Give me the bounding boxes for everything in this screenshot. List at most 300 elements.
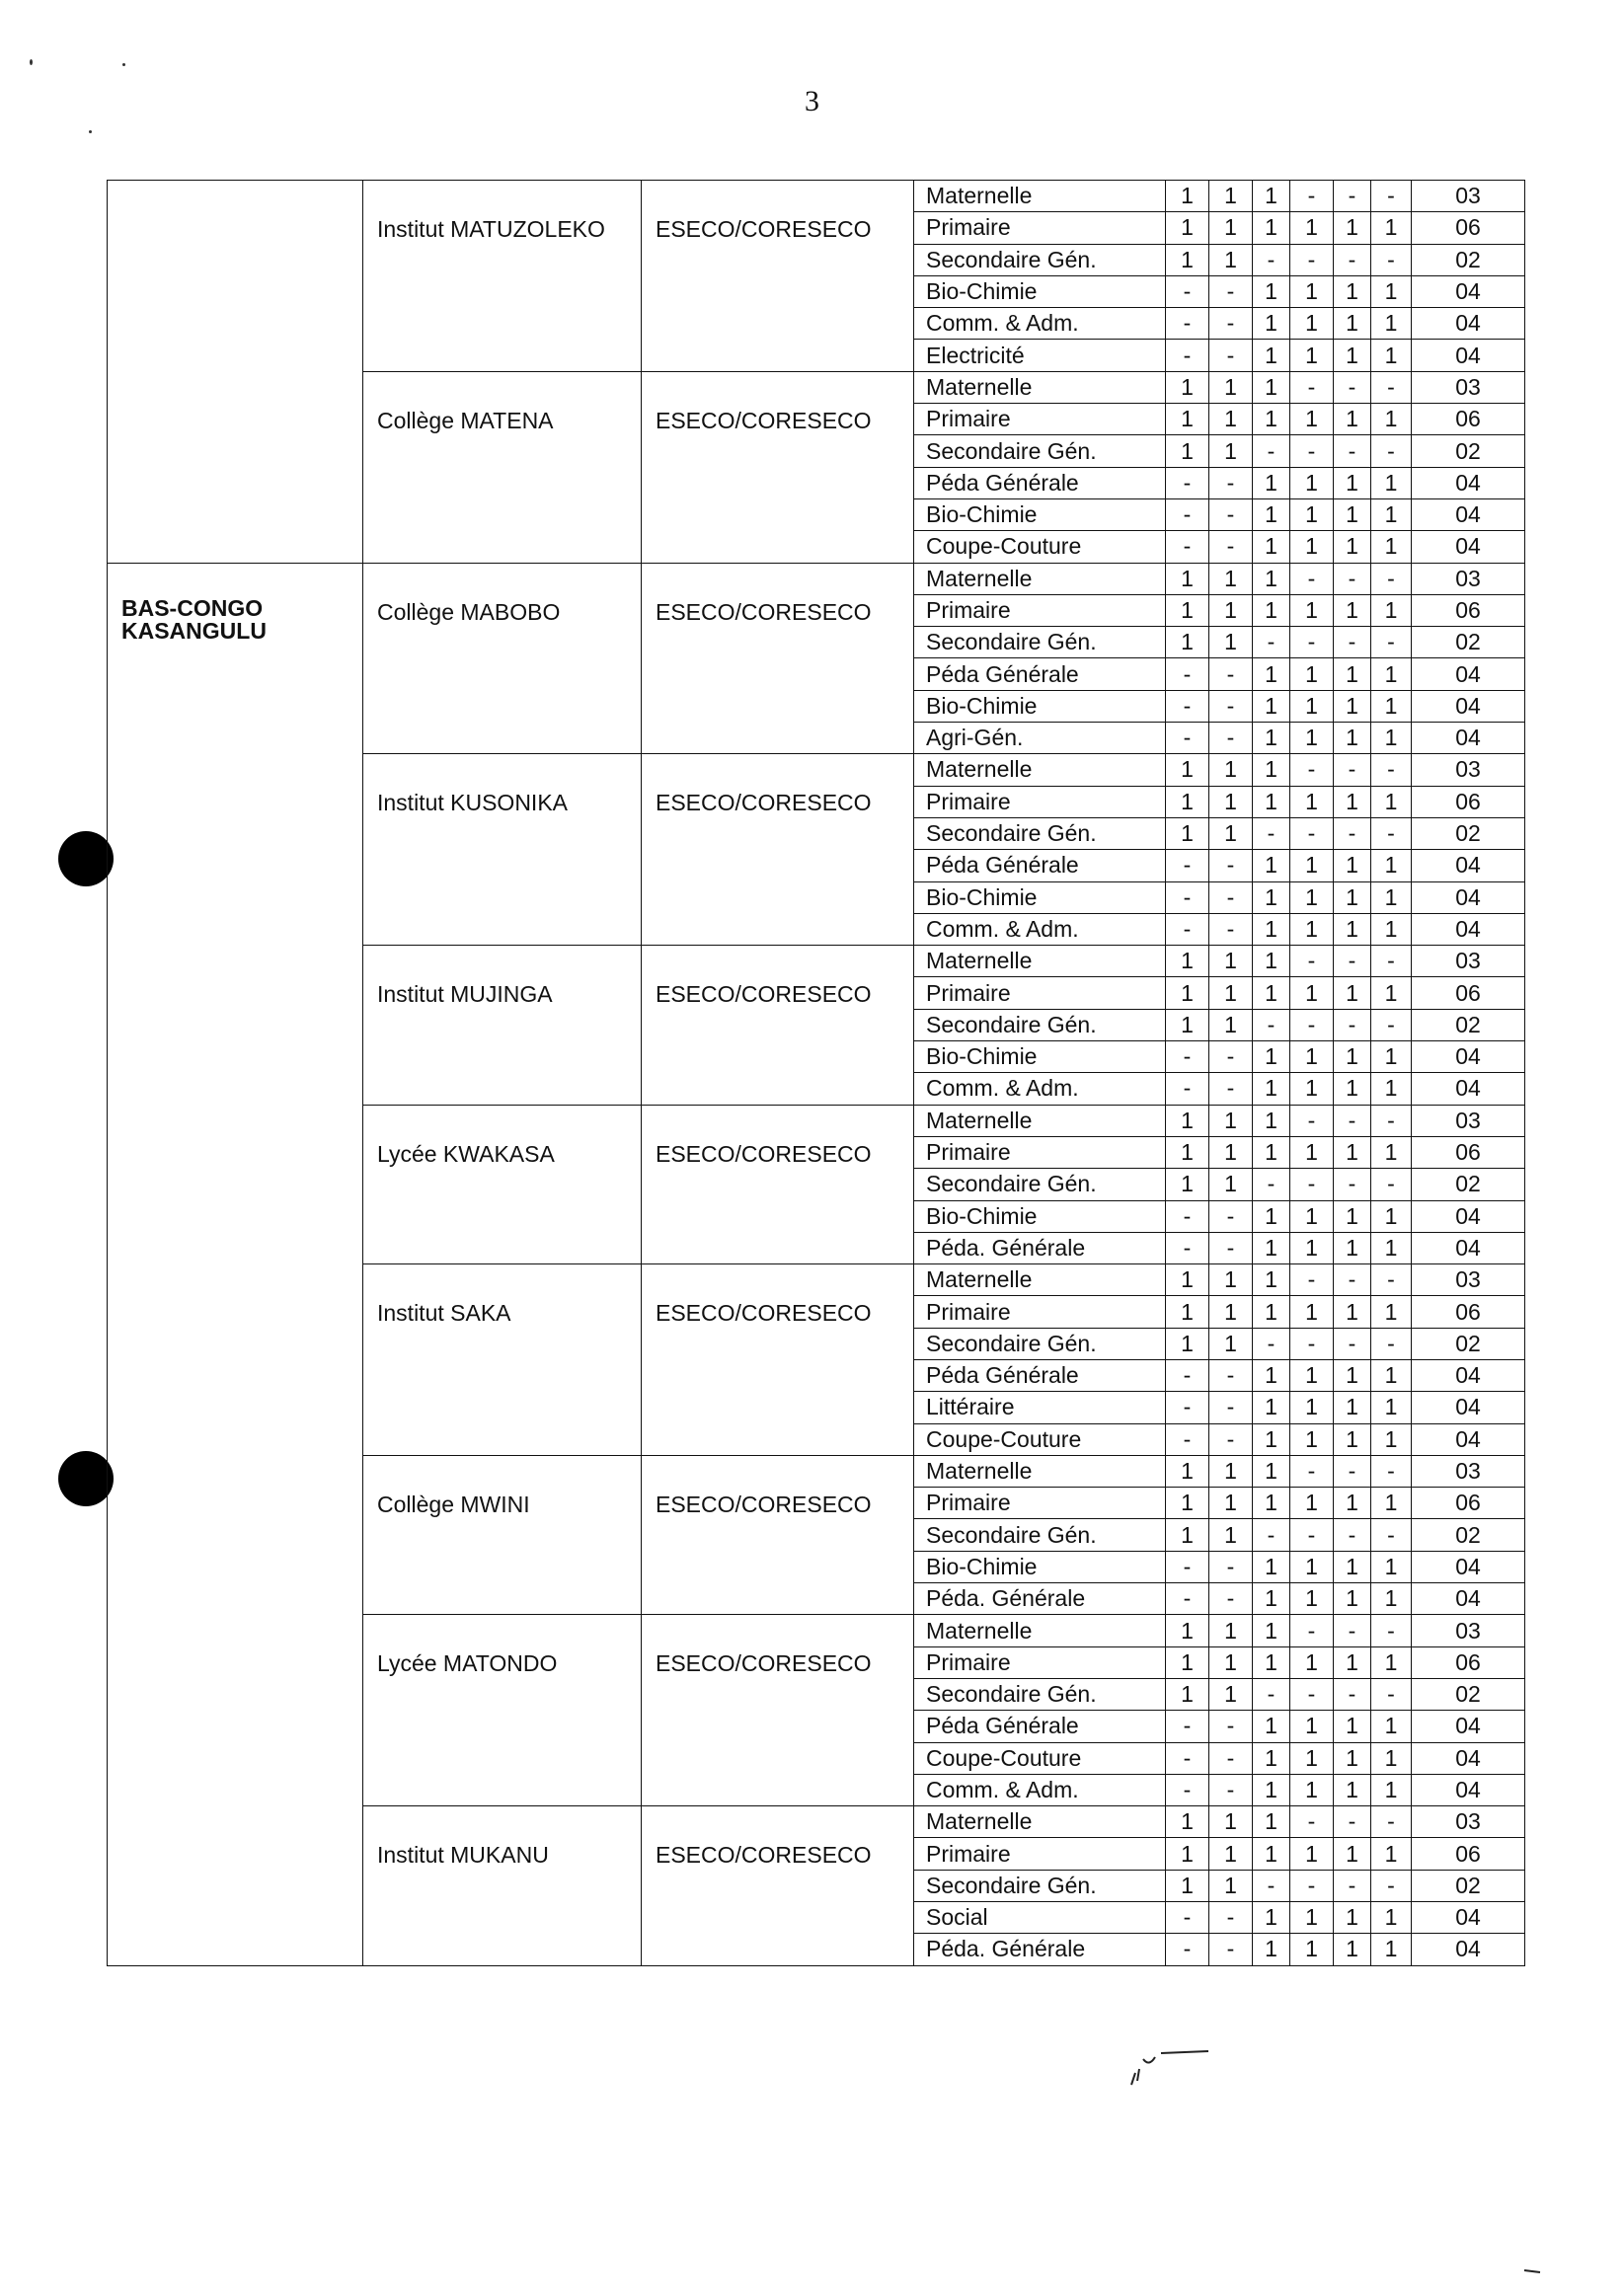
class-cell: 1 <box>1371 498 1412 530</box>
class-cell: - <box>1253 627 1290 658</box>
class-cell: 1 <box>1253 1551 1290 1582</box>
class-cell: - <box>1209 531 1253 563</box>
option-name: Maternelle <box>914 1615 1166 1646</box>
class-cell: 1 <box>1334 212 1371 244</box>
class-cell: 1 <box>1334 594 1371 626</box>
total-cell: 04 <box>1412 1423 1525 1455</box>
total-cell: 02 <box>1412 1678 1525 1710</box>
option-name: Péda Générale <box>914 1359 1166 1391</box>
class-cell: - <box>1209 1774 1253 1805</box>
total-cell: 06 <box>1412 212 1525 244</box>
class-cell: - <box>1334 1264 1371 1296</box>
option-name: Secondaire Gén. <box>914 244 1166 275</box>
class-cell: 1 <box>1253 946 1290 977</box>
option-name: Coupe-Couture <box>914 531 1166 563</box>
class-cell: - <box>1209 1934 1253 1965</box>
class-cell: - <box>1166 690 1209 722</box>
class-cell: 1 <box>1334 1041 1371 1073</box>
class-cell: 1 <box>1290 1073 1334 1105</box>
class-cell: 1 <box>1253 181 1290 212</box>
class-cell: 1 <box>1253 690 1290 722</box>
class-cell: 1 <box>1166 1264 1209 1296</box>
class-cell: 1 <box>1166 754 1209 786</box>
class-cell: - <box>1166 723 1209 754</box>
class-cell: 1 <box>1290 1774 1334 1805</box>
network-name: ESECO/CORESECO <box>642 1455 914 1614</box>
option-name: Primaire <box>914 1646 1166 1678</box>
class-cell: 1 <box>1371 1838 1412 1870</box>
class-cell: 1 <box>1209 1328 1253 1359</box>
class-cell: 1 <box>1166 1169 1209 1200</box>
class-cell: - <box>1371 181 1412 212</box>
table-row <box>108 563 1525 594</box>
class-cell: 1 <box>1209 1136 1253 1168</box>
option-name: Littéraire <box>914 1392 1166 1423</box>
class-cell: 1 <box>1166 1615 1209 1646</box>
option-name: Primaire <box>914 1838 1166 1870</box>
class-cell: 1 <box>1290 913 1334 945</box>
option-name: Secondaire Gén. <box>914 1009 1166 1040</box>
class-cell: 1 <box>1253 1041 1290 1073</box>
class-cell: 1 <box>1253 1232 1290 1263</box>
total-cell: 04 <box>1412 723 1525 754</box>
class-cell: 1 <box>1334 1232 1371 1263</box>
class-cell: 1 <box>1209 1264 1253 1296</box>
class-cell: 1 <box>1290 1136 1334 1168</box>
class-cell: 1 <box>1371 881 1412 913</box>
table-row <box>108 181 1525 212</box>
option-name: Maternelle <box>914 1455 1166 1487</box>
class-cell: - <box>1209 1902 1253 1934</box>
class-cell: 1 <box>1371 1392 1412 1423</box>
class-cell: - <box>1371 1169 1412 1200</box>
class-cell: 1 <box>1209 1169 1253 1200</box>
class-cell: 1 <box>1253 658 1290 690</box>
network-name: ESECO/CORESECO <box>642 1806 914 1965</box>
class-cell: - <box>1371 754 1412 786</box>
total-cell: 03 <box>1412 1105 1525 1136</box>
class-cell: 1 <box>1371 1073 1412 1105</box>
class-cell: 1 <box>1253 1934 1290 1965</box>
option-name: Bio-Chimie <box>914 1551 1166 1582</box>
total-cell: 04 <box>1412 1359 1525 1391</box>
class-cell: - <box>1166 308 1209 340</box>
class-cell: 1 <box>1371 1646 1412 1678</box>
class-cell: 1 <box>1253 531 1290 563</box>
class-cell: 1 <box>1166 1806 1209 1838</box>
class-cell: 1 <box>1371 1488 1412 1519</box>
class-cell: 1 <box>1371 850 1412 881</box>
class-cell: - <box>1334 1328 1371 1359</box>
total-cell: 06 <box>1412 404 1525 435</box>
class-cell: 1 <box>1290 212 1334 244</box>
class-cell: 1 <box>1209 1838 1253 1870</box>
province-cell <box>108 181 363 564</box>
class-cell: 1 <box>1334 1934 1371 1965</box>
class-cell: - <box>1209 1200 1253 1232</box>
class-cell: 1 <box>1253 371 1290 403</box>
option-name: Péda. Générale <box>914 1934 1166 1965</box>
class-cell: 1 <box>1290 1646 1334 1678</box>
class-cell: 1 <box>1371 690 1412 722</box>
class-cell: - <box>1166 1359 1209 1391</box>
class-cell: 1 <box>1253 1073 1290 1105</box>
class-cell: 1 <box>1253 594 1290 626</box>
class-cell: 1 <box>1253 1136 1290 1168</box>
class-cell: - <box>1209 308 1253 340</box>
class-cell: 1 <box>1209 817 1253 849</box>
class-cell: - <box>1290 563 1334 594</box>
class-cell: - <box>1334 181 1371 212</box>
class-cell: 1 <box>1334 881 1371 913</box>
class-cell: 1 <box>1334 275 1371 307</box>
class-cell: 1 <box>1209 1455 1253 1487</box>
class-cell: 1 <box>1253 563 1290 594</box>
class-cell: - <box>1209 498 1253 530</box>
class-cell: - <box>1209 690 1253 722</box>
class-cell: 1 <box>1166 1678 1209 1710</box>
class-cell: 1 <box>1166 212 1209 244</box>
class-cell: - <box>1253 1169 1290 1200</box>
network-name: ESECO/CORESECO <box>642 1264 914 1456</box>
class-cell: 1 <box>1209 244 1253 275</box>
class-cell: 1 <box>1166 1870 1209 1901</box>
option-name: Bio-Chimie <box>914 690 1166 722</box>
class-cell: - <box>1253 1328 1290 1359</box>
class-cell: - <box>1334 1455 1371 1487</box>
class-cell: - <box>1290 1264 1334 1296</box>
total-cell: 04 <box>1412 1902 1525 1934</box>
class-cell: 1 <box>1166 786 1209 817</box>
option-name: Comm. & Adm. <box>914 308 1166 340</box>
class-cell: - <box>1334 817 1371 849</box>
class-cell: 1 <box>1253 212 1290 244</box>
class-cell: - <box>1209 340 1253 371</box>
class-cell: 1 <box>1371 977 1412 1009</box>
class-cell: - <box>1371 244 1412 275</box>
class-cell: - <box>1253 817 1290 849</box>
class-cell: 1 <box>1166 977 1209 1009</box>
province-cell <box>108 563 363 1965</box>
total-cell: 04 <box>1412 531 1525 563</box>
class-cell: - <box>1166 1711 1209 1742</box>
class-cell: 1 <box>1253 1455 1290 1487</box>
class-cell: 1 <box>1290 850 1334 881</box>
class-cell: - <box>1209 1423 1253 1455</box>
school-name: Collège MWINI <box>363 1455 642 1614</box>
class-cell: - <box>1290 1455 1334 1487</box>
class-cell: 1 <box>1334 1583 1371 1615</box>
class-cell: - <box>1166 531 1209 563</box>
network-name: ESECO/CORESECO <box>642 946 914 1105</box>
class-cell: 1 <box>1334 1646 1371 1678</box>
option-name: Coupe-Couture <box>914 1423 1166 1455</box>
class-cell: 1 <box>1371 1296 1412 1328</box>
option-name: Social <box>914 1902 1166 1934</box>
total-cell: 03 <box>1412 754 1525 786</box>
class-cell: - <box>1290 1009 1334 1040</box>
class-cell: - <box>1290 627 1334 658</box>
option-name: Bio-Chimie <box>914 881 1166 913</box>
total-cell: 04 <box>1412 1392 1525 1423</box>
class-cell: 1 <box>1166 817 1209 849</box>
class-cell: 1 <box>1290 723 1334 754</box>
class-cell: - <box>1334 1615 1371 1646</box>
total-cell: 06 <box>1412 1136 1525 1168</box>
total-cell: 06 <box>1412 786 1525 817</box>
total-cell: 06 <box>1412 1838 1525 1870</box>
option-name: Comm. & Adm. <box>914 913 1166 945</box>
class-cell: 1 <box>1290 1488 1334 1519</box>
class-cell: - <box>1253 1678 1290 1710</box>
option-name: Maternelle <box>914 754 1166 786</box>
class-cell: 1 <box>1334 850 1371 881</box>
school-name: Institut KUSONIKA <box>363 754 642 946</box>
class-cell: - <box>1334 627 1371 658</box>
class-cell: 1 <box>1371 1136 1412 1168</box>
class-cell: 1 <box>1371 404 1412 435</box>
class-cell: 1 <box>1371 1041 1412 1073</box>
total-cell: 02 <box>1412 1519 1525 1551</box>
class-cell: 1 <box>1209 1870 1253 1901</box>
total-cell: 04 <box>1412 658 1525 690</box>
total-cell: 04 <box>1412 1551 1525 1582</box>
class-cell: - <box>1371 1870 1412 1901</box>
class-cell: - <box>1253 1870 1290 1901</box>
option-name: Péda. Générale <box>914 1232 1166 1263</box>
class-cell: 1 <box>1334 913 1371 945</box>
total-cell: 03 <box>1412 181 1525 212</box>
option-name: Electricité <box>914 340 1166 371</box>
class-cell: 1 <box>1209 1615 1253 1646</box>
class-cell: 1 <box>1253 498 1290 530</box>
option-name: Secondaire Gén. <box>914 1870 1166 1901</box>
class-cell: - <box>1371 1105 1412 1136</box>
school-name: Collège MATENA <box>363 371 642 563</box>
class-cell: 1 <box>1166 1296 1209 1328</box>
total-cell: 04 <box>1412 850 1525 881</box>
class-cell: 1 <box>1253 850 1290 881</box>
class-cell: - <box>1290 1678 1334 1710</box>
class-cell: 1 <box>1166 1838 1209 1870</box>
class-cell: - <box>1290 1870 1334 1901</box>
total-cell: 04 <box>1412 275 1525 307</box>
class-cell: 1 <box>1290 881 1334 913</box>
school-name: Institut MUKANU <box>363 1806 642 1965</box>
class-cell: 1 <box>1290 690 1334 722</box>
class-cell: 1 <box>1166 1488 1209 1519</box>
option-name: Secondaire Gén. <box>914 1328 1166 1359</box>
option-name: Secondaire Gén. <box>914 1169 1166 1200</box>
class-cell: 1 <box>1209 1296 1253 1328</box>
class-cell: 1 <box>1371 275 1412 307</box>
class-cell: 1 <box>1253 786 1290 817</box>
class-cell: 1 <box>1253 1774 1290 1805</box>
class-cell: - <box>1334 1519 1371 1551</box>
class-cell: 1 <box>1290 1742 1334 1774</box>
class-cell: - <box>1209 850 1253 881</box>
class-cell: 1 <box>1371 467 1412 498</box>
option-name: Primaire <box>914 1136 1166 1168</box>
option-name: Primaire <box>914 977 1166 1009</box>
network-name: ESECO/CORESECO <box>642 371 914 563</box>
class-cell: 1 <box>1371 1551 1412 1582</box>
class-cell: 1 <box>1209 1488 1253 1519</box>
option-name: Maternelle <box>914 181 1166 212</box>
class-cell: 1 <box>1371 1902 1412 1934</box>
class-cell: 1 <box>1166 404 1209 435</box>
class-cell: - <box>1371 563 1412 594</box>
total-cell: 04 <box>1412 467 1525 498</box>
class-cell: 1 <box>1253 1902 1290 1934</box>
school-name: Institut MUJINGA <box>363 946 642 1105</box>
class-cell: 1 <box>1334 404 1371 435</box>
class-cell: - <box>1371 1678 1412 1710</box>
class-cell: 1 <box>1334 1488 1371 1519</box>
total-cell: 03 <box>1412 1615 1525 1646</box>
class-cell: 1 <box>1334 1551 1371 1582</box>
class-cell: 1 <box>1371 1934 1412 1965</box>
class-cell: - <box>1166 913 1209 945</box>
option-name: Péda. Générale <box>914 1583 1166 1615</box>
class-cell: 1 <box>1253 1488 1290 1519</box>
class-cell: 1 <box>1371 531 1412 563</box>
school-name: Lycée KWAKASA <box>363 1105 642 1263</box>
class-cell: - <box>1371 1328 1412 1359</box>
option-name: Maternelle <box>914 563 1166 594</box>
class-cell: - <box>1371 1009 1412 1040</box>
class-cell: 1 <box>1371 212 1412 244</box>
class-cell: 1 <box>1253 1359 1290 1391</box>
class-cell: 1 <box>1334 1838 1371 1870</box>
class-cell: - <box>1209 467 1253 498</box>
class-cell: 1 <box>1290 1232 1334 1263</box>
class-cell: 1 <box>1209 404 1253 435</box>
total-cell: 03 <box>1412 563 1525 594</box>
total-cell: 04 <box>1412 498 1525 530</box>
class-cell: 1 <box>1371 308 1412 340</box>
class-cell: 1 <box>1209 977 1253 1009</box>
class-cell: 1 <box>1209 1806 1253 1838</box>
total-cell: 06 <box>1412 1296 1525 1328</box>
class-cell: - <box>1334 244 1371 275</box>
class-cell: 1 <box>1209 786 1253 817</box>
class-cell: - <box>1371 1519 1412 1551</box>
class-cell: - <box>1290 435 1334 467</box>
class-cell: 1 <box>1290 1711 1334 1742</box>
class-cell: 1 <box>1166 627 1209 658</box>
class-cell: 1 <box>1371 786 1412 817</box>
class-cell: 1 <box>1209 1678 1253 1710</box>
total-cell: 02 <box>1412 817 1525 849</box>
class-cell: 1 <box>1209 212 1253 244</box>
class-cell: 1 <box>1166 563 1209 594</box>
class-cell: - <box>1209 275 1253 307</box>
class-cell: - <box>1253 435 1290 467</box>
class-cell: 1 <box>1290 498 1334 530</box>
class-cell: 1 <box>1166 1519 1209 1551</box>
class-cell: 1 <box>1209 946 1253 977</box>
option-name: Péda Générale <box>914 1711 1166 1742</box>
class-cell: - <box>1166 1774 1209 1805</box>
total-cell: 04 <box>1412 1711 1525 1742</box>
class-cell: - <box>1209 1711 1253 1742</box>
class-cell: 1 <box>1166 371 1209 403</box>
class-cell: - <box>1371 817 1412 849</box>
class-cell: - <box>1166 658 1209 690</box>
class-cell: 1 <box>1209 594 1253 626</box>
class-cell: 1 <box>1166 1105 1209 1136</box>
total-cell: 04 <box>1412 1583 1525 1615</box>
school-name: Institut MATUZOLEKO <box>363 181 642 372</box>
total-cell: 02 <box>1412 627 1525 658</box>
class-cell: 1 <box>1253 467 1290 498</box>
option-name: Primaire <box>914 1296 1166 1328</box>
class-cell: 1 <box>1253 754 1290 786</box>
class-cell: 1 <box>1290 531 1334 563</box>
class-cell: 1 <box>1253 723 1290 754</box>
scan-speck <box>122 63 125 66</box>
option-name: Bio-Chimie <box>914 498 1166 530</box>
total-cell: 04 <box>1412 1934 1525 1965</box>
total-cell: 04 <box>1412 913 1525 945</box>
total-cell: 03 <box>1412 371 1525 403</box>
class-cell: 1 <box>1371 1423 1412 1455</box>
class-cell: 1 <box>1334 1073 1371 1105</box>
class-cell: 1 <box>1290 1392 1334 1423</box>
class-cell: - <box>1371 946 1412 977</box>
class-cell: - <box>1334 1105 1371 1136</box>
class-cell: 1 <box>1253 881 1290 913</box>
class-cell: 1 <box>1290 1200 1334 1232</box>
class-cell: - <box>1166 1551 1209 1582</box>
option-name: Maternelle <box>914 946 1166 977</box>
class-cell: 1 <box>1253 1742 1290 1774</box>
class-cell: - <box>1166 850 1209 881</box>
class-cell: 1 <box>1253 1264 1290 1296</box>
class-cell: 1 <box>1209 563 1253 594</box>
class-cell: 1 <box>1334 1423 1371 1455</box>
class-cell: - <box>1253 244 1290 275</box>
class-cell: 1 <box>1290 340 1334 371</box>
class-cell: 1 <box>1371 723 1412 754</box>
total-cell: 02 <box>1412 1328 1525 1359</box>
class-cell: - <box>1209 1041 1253 1073</box>
class-cell: - <box>1290 1328 1334 1359</box>
total-cell: 04 <box>1412 308 1525 340</box>
class-cell: - <box>1371 435 1412 467</box>
class-cell: - <box>1209 1583 1253 1615</box>
class-cell: 1 <box>1253 1838 1290 1870</box>
class-cell: 1 <box>1253 308 1290 340</box>
class-cell: 1 <box>1166 1136 1209 1168</box>
total-cell: 04 <box>1412 1200 1525 1232</box>
class-cell: 1 <box>1334 1359 1371 1391</box>
total-cell: 06 <box>1412 1646 1525 1678</box>
option-name: Bio-Chimie <box>914 1200 1166 1232</box>
school-name: Collège MABOBO <box>363 563 642 754</box>
class-cell: - <box>1253 1519 1290 1551</box>
class-cell: - <box>1209 723 1253 754</box>
class-cell: 1 <box>1290 1041 1334 1073</box>
class-cell: 1 <box>1334 498 1371 530</box>
option-name: Secondaire Gén. <box>914 817 1166 849</box>
option-name: Maternelle <box>914 1105 1166 1136</box>
class-cell: - <box>1209 913 1253 945</box>
class-cell: 1 <box>1166 1646 1209 1678</box>
class-cell: - <box>1209 1392 1253 1423</box>
school-options-table <box>107 180 1525 1966</box>
